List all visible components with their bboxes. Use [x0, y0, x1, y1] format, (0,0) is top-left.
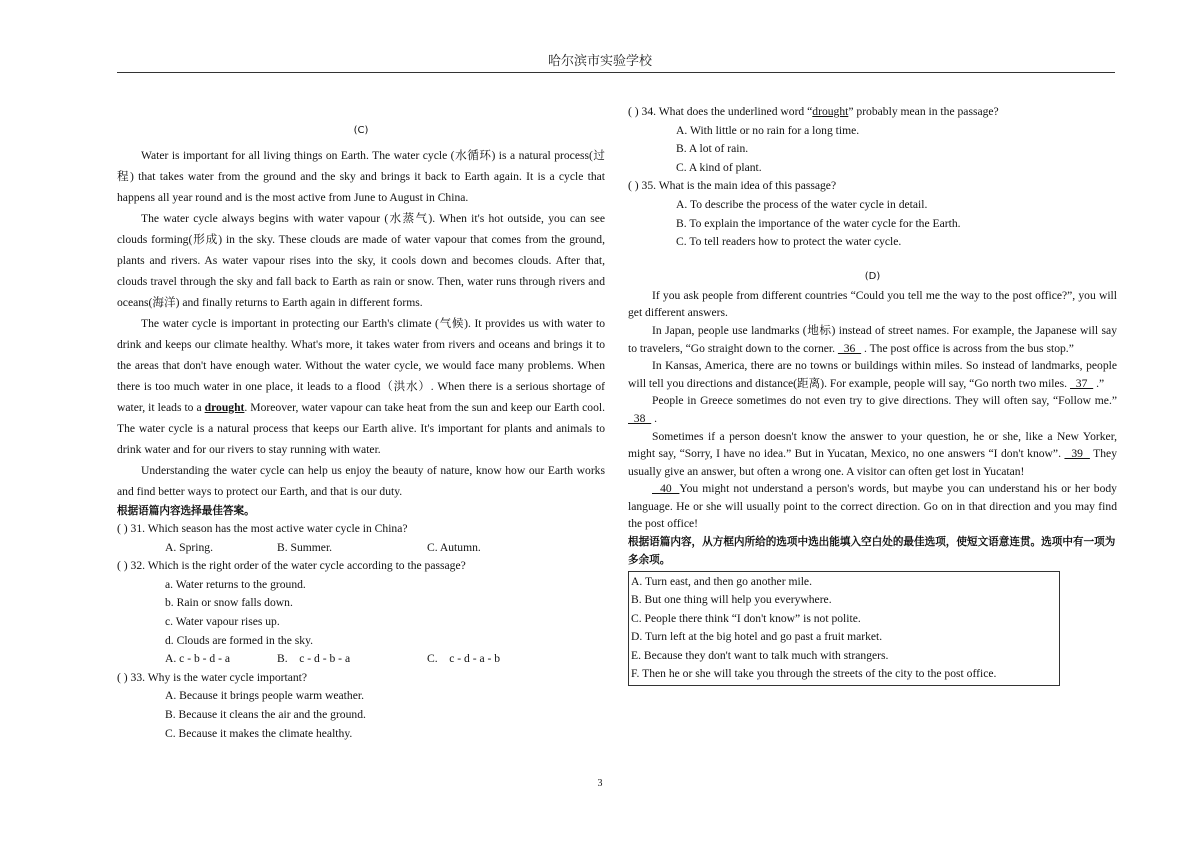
- d-p2-text-b: . The post office is across from the bus stop.”: [861, 341, 1074, 355]
- q35-option-a: A. To describe the process of the water cycle in detail.: [676, 197, 928, 211]
- blank-39: 39: [1064, 447, 1090, 461]
- passage-d-paragraph-6: [628, 480, 1117, 533]
- q32-item-b: b. Rain or snow falls down.: [165, 596, 293, 610]
- d-p5-text-b: They usually give an answer, but often a wrong one. A visitor can often get lost in Yucatan!: [628, 447, 1118, 478]
- passage-d-label: (D): [864, 270, 881, 282]
- q31-option-a: A. Spring.: [165, 540, 213, 554]
- option-a: A. Turn east, and then go another mile.: [631, 575, 812, 589]
- q34-option-a: A. With little or no rain for a long time.: [676, 123, 860, 137]
- passage-c-label: (C): [353, 125, 369, 136]
- blank-40: 40: [652, 482, 680, 496]
- option-b: B. But one thing will help you everywhere.: [631, 593, 832, 607]
- d-p4-text-a: People in Greece sometimes do not even try to give directions. They will often say, “Follow me.”: [652, 394, 1117, 408]
- passage-c-paragraph-4: Understanding the water cycle can help us enjoy the beauty of nature, know how our Earth works and find better ways to protect our Earth, and that is our duty.: [117, 464, 605, 498]
- options-box: [628, 571, 1060, 685]
- option-d: D. Turn left at the big hotel and go past a fruit market.: [631, 630, 883, 644]
- q33-option-a: A. Because it brings people warm weather.: [165, 689, 364, 703]
- underlined-word-drought: drought: [204, 401, 245, 414]
- d-p5-text-a: Sometimes if a person doesn't know the answer to your question, he or she, like a New Yorker, might say, “Sorry, I have no idea.” But in Yucatan, Mexico, no one answers “I don't know”.: [628, 429, 1117, 461]
- blank-37: 37: [1069, 376, 1094, 390]
- passage-d-paragraph-3: [628, 357, 1117, 392]
- q32-option-a: A. c - b - d - a: [165, 652, 231, 666]
- passage-d-paragraph-2: [628, 322, 1117, 357]
- q32-option-c: C. c - d - a - b: [427, 652, 501, 666]
- question-34: [628, 103, 1117, 122]
- q35-option-c: C. To tell readers how to protect the water cycle.: [676, 235, 902, 249]
- option-e: E. Because they don't want to talk much with strangers.: [631, 648, 889, 662]
- q34-text-post: ” probably mean in the passage?: [848, 105, 999, 118]
- blank-36: 36: [837, 341, 862, 355]
- page-number: 3: [597, 778, 603, 789]
- d-p4-text-b: .: [651, 411, 657, 425]
- q31-option-c: C. Autumn.: [427, 540, 481, 554]
- right-column: [628, 103, 1117, 686]
- q31-option-b: B. Summer.: [277, 540, 333, 554]
- question-31: ( ) 31. Which season has the most active water cycle in China?: [117, 522, 408, 535]
- question-35: ( ) 35. What is the main idea of this passage?: [628, 179, 837, 193]
- instruction-d: 根据语篇内容，从方框内所给的选项中选出能填入空白处的最佳选项，使短文语意连贯。选项中有一项为多余项。: [628, 536, 1116, 567]
- q34-option-c: C. A kind of plant.: [676, 160, 762, 174]
- p3-text-b: . Moreover, water vapour can take heat from the sun and keep our Earth cool. The water cycle is a natural process that keeps our Earth alive. It's important for plants and animals to drink water and for our rivers to stay running with water.: [117, 401, 605, 456]
- q32-item-a: a. Water returns to the ground.: [165, 577, 306, 591]
- q34-text-pre: ( ) 34. What does the underlined word “: [628, 105, 813, 118]
- passage-d-paragraph-1: If you ask people from different countries “Could you tell me the way to the post office?”, you will get different answers.: [628, 288, 1117, 320]
- left-column: [117, 118, 605, 743]
- option-c: C. People there think “I don't know” is not polite.: [631, 611, 861, 625]
- option-f: F. Then he or she will take you through the streets of the city to the post office.: [631, 667, 997, 681]
- blank-38: 38: [628, 411, 652, 425]
- header-rule: [117, 72, 1115, 73]
- q32-item-c: c. Water vapour rises up.: [165, 614, 280, 628]
- p3-text-a: The water cycle is important in protecting our Earth's climate (气候). It provides us with water to drink and keeps our climate healthy. What's more, it takes water from rivers and oceans and brings it to the areas that don't have enough water. Without the water cycle, we would face many problems. When there is too much water in one place, it leads to a flood（洪水）. When there is a serious shortage of water, it leads to a: [117, 317, 605, 414]
- d-p3-text-b: .”: [1093, 376, 1105, 390]
- question-32-options: [117, 650, 605, 669]
- passage-c-paragraph-2: The water cycle always begins with water vapour (水蒸气). When it's hot outside, you can see clouds forming(形成) in the sky. These clouds are made of water vapour that comes from the ground, plants and rivers. As water vapour rises into the sky, it cools down and becomes clouds. After that, clouds travel through the sky and fall back to Earth as rain or snow. Then, water runs through rivers and oceans(海洋) and finally returns to Earth again in different forms.: [117, 212, 605, 309]
- q33-option-c: C. Because it makes the climate healthy.: [165, 726, 353, 740]
- q34-underlined-word: drought: [812, 105, 849, 118]
- q32-option-b: B. c - d - b - a: [277, 652, 351, 666]
- d-p3-text-a: In Kansas, America, there are no towns or buildings within miles. So instead of landmarks, people will tell you directions and distance(距离). For example, people will say, “Go north two miles.: [628, 359, 1117, 390]
- passage-d-paragraph-4: [628, 392, 1117, 427]
- d-p6-text: You might not understand a person's words, but maybe you can understand his or her body language. He or she will usually point to the correct direction. Go on in that direction and you may find the post office!: [628, 482, 1117, 531]
- question-32: ( ) 32. Which is the right order of the water cycle according to the passage?: [117, 559, 466, 573]
- instruction-c: 根据语篇内容选择最佳答案。: [117, 505, 255, 517]
- question-33: ( ) 33. Why is the water cycle important?: [117, 670, 308, 684]
- passage-c-paragraph-3: [117, 313, 605, 460]
- q33-option-b: B. Because it cleans the air and the ground.: [165, 707, 366, 721]
- d-p2-text-a: In Japan, people use landmarks (地标) instead of street names. For example, the Japanese will say to travelers, “Go straight down to the corner.: [628, 323, 1117, 355]
- q35-option-b: B. To explain the importance of the water cycle for the Earth.: [676, 216, 961, 230]
- question-31-options: [117, 539, 605, 558]
- passage-c-paragraph-1: Water is important for all living things on Earth. The water cycle (水循环) is a natural process(过程) that takes water from the ground and the sky and brings it back to Earth again. It is a cycle that happens all year round and is the most active from June to August in China.: [117, 149, 605, 204]
- q32-item-d: d. Clouds are formed in the sky.: [165, 633, 314, 647]
- passage-d-paragraph-5: [628, 428, 1117, 481]
- school-header: 哈尔滨市实验学校: [547, 54, 652, 69]
- q34-option-b: B. A lot of rain.: [676, 142, 749, 156]
